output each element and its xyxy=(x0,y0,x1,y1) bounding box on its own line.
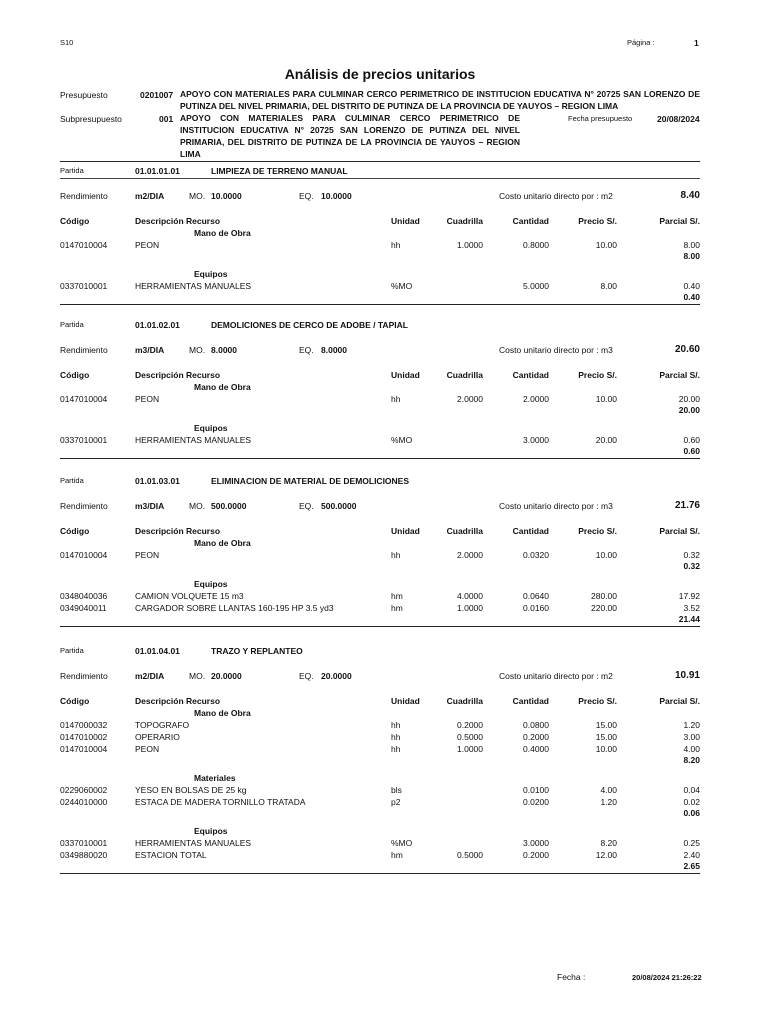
item-cantidad: 0.2000 xyxy=(523,732,549,742)
item-description: YESO EN BOLSAS DE 25 kg xyxy=(135,785,247,795)
col-header-cuadrilla: Cuadrilla xyxy=(446,216,483,226)
group-title: Equipos xyxy=(194,269,228,279)
item-code: 0349880020 xyxy=(60,850,108,860)
item-code: 0348040036 xyxy=(60,591,108,601)
fecha-presupuesto-label: Fecha presupuesto xyxy=(568,114,633,123)
col-header-cantidad: Cantidad xyxy=(512,216,549,226)
partida-name: DEMOLICIONES DE CERCO DE ADOBE / TAPIAL xyxy=(211,320,408,330)
costo-unitario-label: Costo unitario directo por : m2 xyxy=(499,191,613,201)
item-code: 0147010004 xyxy=(60,394,108,404)
col-header-codigo: Código xyxy=(60,216,90,226)
item-cuadrilla: 4.0000 xyxy=(457,591,483,601)
col-header-cantidad: Cantidad xyxy=(512,696,549,706)
partida-label: Partida xyxy=(60,646,84,655)
item-parcial: 3.00 xyxy=(683,732,700,742)
col-header-parcial: Parcial S/. xyxy=(659,696,700,706)
subpresupuesto-description: APOYO CON MATERIALES PARA CULMINAR CERCO PERIMETRICO DE INSTITUCION EDUCATIVA N° 20725 SAN LORENZO DE PUTINZA DEL NIVEL PRIMARIA, DEL DISTRITO DE PUTINZA DE LA PROVINCIA DE YAUYOS – REGION LIMA xyxy=(180,113,520,159)
item-precio: 220.00 xyxy=(591,603,617,613)
mo-value: 20.0000 xyxy=(211,671,242,681)
costo-unitario-label: Costo unitario directo por : m3 xyxy=(499,345,613,355)
col-header-descripcion: Descripción Recurso xyxy=(135,526,221,536)
item-unit: p2 xyxy=(391,797,401,807)
costo-unitario-value: 21.76 xyxy=(674,500,700,511)
rendimiento-label: Rendimiento xyxy=(60,345,108,355)
item-unit: %MO xyxy=(391,838,413,848)
item-description: CAMION VOLQUETE 15 m3 xyxy=(135,591,244,601)
eq-value: 8.0000 xyxy=(321,345,347,355)
col-header-precio: Precio S/. xyxy=(578,216,617,226)
item-precio: 1.20 xyxy=(600,797,617,807)
partida-code: 01.01.02.01 xyxy=(135,320,180,330)
item-cantidad: 0.0100 xyxy=(523,785,549,795)
group-subtotal: 0.32 xyxy=(683,561,700,571)
mo-value: 8.0000 xyxy=(211,345,237,355)
mo-label: MO. xyxy=(189,671,206,681)
item-precio: 8.00 xyxy=(600,281,617,291)
item-unit: hh xyxy=(391,394,401,404)
costo-unitario-value: 8.40 xyxy=(680,190,700,201)
item-cuadrilla: 1.0000 xyxy=(457,240,483,250)
footer-fecha-value: 20/08/2024 21:26:22 xyxy=(632,973,702,982)
col-header-codigo: Código xyxy=(60,526,90,536)
item-precio: 15.00 xyxy=(595,732,617,742)
item-unit: %MO xyxy=(391,281,413,291)
col-header-precio: Precio S/. xyxy=(578,370,617,380)
item-precio: 8.20 xyxy=(600,838,617,848)
item-parcial: 8.00 xyxy=(683,240,700,250)
item-cantidad: 0.0320 xyxy=(523,550,549,560)
item-cantidad: 2.0000 xyxy=(523,394,549,404)
partida-label: Partida xyxy=(60,320,84,329)
partida-code: 01.01.03.01 xyxy=(135,476,180,486)
group-subtotal: 0.60 xyxy=(683,446,700,456)
item-description: PEON xyxy=(135,240,160,250)
mo-value: 10.0000 xyxy=(211,191,242,201)
item-code: 0147010004 xyxy=(60,550,108,560)
item-description: PEON xyxy=(135,550,160,560)
mo-label: MO. xyxy=(189,501,206,511)
item-parcial: 0.32 xyxy=(683,550,700,560)
rendimiento-unit: m2/DIA xyxy=(135,671,165,681)
eq-value: 20.0000 xyxy=(321,671,352,681)
eq-value: 10.0000 xyxy=(321,191,352,201)
rendimiento-label: Rendimiento xyxy=(60,501,108,511)
item-parcial: 0.02 xyxy=(683,797,700,807)
rendimiento-unit: m2/DIA xyxy=(135,191,165,201)
partida-divider xyxy=(60,304,700,305)
partida-code: 01.01.04.01 xyxy=(135,646,180,656)
eq-value: 500.0000 xyxy=(321,501,357,511)
item-parcial: 0.40 xyxy=(683,281,700,291)
presupuesto-label: Presupuesto xyxy=(60,90,108,100)
item-unit: bls xyxy=(391,785,402,795)
group-subtotal: 8.00 xyxy=(683,251,700,261)
partida-name: LIMPIEZA DE TERRENO MANUAL xyxy=(211,166,348,176)
costo-unitario-label: Costo unitario directo por : m3 xyxy=(499,501,613,511)
item-precio: 12.00 xyxy=(595,850,617,860)
item-parcial: 1.20 xyxy=(683,720,700,730)
item-description: ESTACION TOTAL xyxy=(135,850,207,860)
rendimiento-label: Rendimiento xyxy=(60,671,108,681)
group-subtotal: 8.20 xyxy=(683,755,700,765)
col-header-parcial: Parcial S/. xyxy=(659,370,700,380)
col-header-unidad: Unidad xyxy=(391,696,420,706)
col-header-descripcion: Descripción Recurso xyxy=(135,216,221,226)
col-header-precio: Precio S/. xyxy=(578,696,617,706)
item-cantidad: 5.0000 xyxy=(523,281,549,291)
footer-fecha-label: Fecha : xyxy=(557,972,586,982)
presupuesto-description: APOYO CON MATERIALES PARA CULMINAR CERCO PERIMETRICO DE INSTITUCION EDUCATIVA N° 20725 SAN LORENZO DE PUTINZA DEL NIVEL PRIMARIA, DEL DISTRITO DE PUTINZA DE LA PROVINCIA DE YAUYOS – REGION LIMA xyxy=(180,89,700,111)
item-unit: hh xyxy=(391,720,401,730)
subpresupuesto-code: 001 xyxy=(159,114,174,124)
partida-name: TRAZO Y REPLANTEO xyxy=(211,646,303,656)
item-parcial: 2.40 xyxy=(683,850,700,860)
col-header-cantidad: Cantidad xyxy=(512,526,549,536)
item-precio: 20.00 xyxy=(595,435,617,445)
item-description: OPERARIO xyxy=(135,732,180,742)
partida-label: Partida xyxy=(60,476,84,485)
item-cuadrilla: 2.0000 xyxy=(457,550,483,560)
item-code: 0337010001 xyxy=(60,838,108,848)
col-header-unidad: Unidad xyxy=(391,216,420,226)
group-title: Equipos xyxy=(194,423,228,433)
rendimiento-unit: m3/DIA xyxy=(135,345,165,355)
item-code: 0147000032 xyxy=(60,720,108,730)
item-cantidad: 0.8000 xyxy=(523,240,549,250)
eq-label: EQ. xyxy=(299,191,314,201)
item-description: ESTACA DE MADERA TORNILLO TRATADA xyxy=(135,797,306,807)
partida-name: ELIMINACION DE MATERIAL DE DEMOLICIONES xyxy=(211,476,410,486)
partida-divider xyxy=(60,458,700,459)
col-header-descripcion: Descripción Recurso xyxy=(135,370,221,380)
item-unit: %MO xyxy=(391,435,413,445)
costo-unitario-label: Costo unitario directo por : m2 xyxy=(499,671,613,681)
item-precio: 10.00 xyxy=(595,744,617,754)
item-code: 0229060002 xyxy=(60,785,108,795)
col-header-descripcion: Descripción Recurso xyxy=(135,696,221,706)
item-unit: hh xyxy=(391,550,401,560)
group-title: Equipos xyxy=(194,826,228,836)
col-header-parcial: Parcial S/. xyxy=(659,526,700,536)
item-cantidad: 0.4000 xyxy=(523,744,549,754)
col-header-precio: Precio S/. xyxy=(578,526,617,536)
item-parcial: 0.60 xyxy=(683,435,700,445)
header-divider xyxy=(60,161,700,162)
col-header-unidad: Unidad xyxy=(391,526,420,536)
group-title: Mano de Obra xyxy=(194,382,251,392)
item-unit: hm xyxy=(391,603,403,613)
col-header-cuadrilla: Cuadrilla xyxy=(446,696,483,706)
page-number: 1 xyxy=(694,38,699,48)
col-header-cantidad: Cantidad xyxy=(512,370,549,380)
item-precio: 15.00 xyxy=(595,720,617,730)
item-parcial: 0.25 xyxy=(683,838,700,848)
item-code: 0147010004 xyxy=(60,240,108,250)
col-header-cuadrilla: Cuadrilla xyxy=(446,370,483,380)
group-subtotal: 21.44 xyxy=(678,614,700,624)
item-description: HERRAMIENTAS MANUALES xyxy=(135,435,252,445)
item-cantidad: 0.2000 xyxy=(523,850,549,860)
item-cuadrilla: 1.0000 xyxy=(457,603,483,613)
presupuesto-code: 0201007 xyxy=(140,90,174,100)
partida-divider xyxy=(60,626,700,627)
costo-unitario-value: 20.60 xyxy=(674,344,700,355)
col-header-codigo: Código xyxy=(60,696,90,706)
col-header-parcial: Parcial S/. xyxy=(659,216,700,226)
item-code: 0337010001 xyxy=(60,435,108,445)
group-subtotal: 2.65 xyxy=(683,861,700,871)
col-header-unidad: Unidad xyxy=(391,370,420,380)
eq-label: EQ. xyxy=(299,345,314,355)
subpresupuesto-label: Subpresupuesto xyxy=(60,114,122,124)
page-title: Análisis de precios unitarios xyxy=(284,66,476,82)
group-subtotal: 0.06 xyxy=(683,808,700,818)
group-title: Materiales xyxy=(194,773,236,783)
item-unit: hh xyxy=(391,744,401,754)
group-title: Equipos xyxy=(194,579,228,589)
group-subtotal: 20.00 xyxy=(678,405,700,415)
item-precio: 280.00 xyxy=(591,591,617,601)
item-unit: hm xyxy=(391,591,403,601)
group-title: Mano de Obra xyxy=(194,708,251,718)
item-cantidad: 3.0000 xyxy=(523,838,549,848)
item-precio: 10.00 xyxy=(595,550,617,560)
partida-code: 01.01.01.01 xyxy=(135,166,180,176)
item-precio: 4.00 xyxy=(600,785,617,795)
item-cuadrilla: 0.5000 xyxy=(457,850,483,860)
item-description: TOPOGRAFO xyxy=(135,720,190,730)
item-cuadrilla: 2.0000 xyxy=(457,394,483,404)
eq-label: EQ. xyxy=(299,501,314,511)
item-cuadrilla: 1.0000 xyxy=(457,744,483,754)
item-parcial: 20.00 xyxy=(678,394,700,404)
item-description: HERRAMIENTAS MANUALES xyxy=(135,838,252,848)
item-unit: hh xyxy=(391,240,401,250)
group-subtotal: 0.40 xyxy=(683,292,700,302)
item-parcial: 3.52 xyxy=(683,603,700,613)
item-parcial: 0.04 xyxy=(683,785,700,795)
page-label: Página : xyxy=(627,38,655,47)
item-description: CARGADOR SOBRE LLANTAS 160-195 HP 3.5 yd3 xyxy=(135,603,334,613)
item-code: 0147010004 xyxy=(60,744,108,754)
item-code: 0147010002 xyxy=(60,732,108,742)
item-description: PEON xyxy=(135,744,160,754)
partida-divider xyxy=(60,873,700,874)
col-header-cuadrilla: Cuadrilla xyxy=(446,526,483,536)
item-parcial: 4.00 xyxy=(683,744,700,754)
mo-value: 500.0000 xyxy=(211,501,247,511)
item-cantidad: 0.0200 xyxy=(523,797,549,807)
col-header-codigo: Código xyxy=(60,370,90,380)
report-code: S10 xyxy=(60,38,74,47)
item-unit: hm xyxy=(391,850,403,860)
item-cantidad: 3.0000 xyxy=(523,435,549,445)
item-precio: 10.00 xyxy=(595,394,617,404)
fecha-presupuesto: 20/08/2024 xyxy=(657,114,700,124)
item-precio: 10.00 xyxy=(595,240,617,250)
item-unit: hh xyxy=(391,732,401,742)
item-cuadrilla: 0.5000 xyxy=(457,732,483,742)
mo-label: MO. xyxy=(189,191,206,201)
rendimiento-label: Rendimiento xyxy=(60,191,108,201)
item-cantidad: 0.0640 xyxy=(523,591,549,601)
item-code: 0337010001 xyxy=(60,281,108,291)
item-description: HERRAMIENTAS MANUALES xyxy=(135,281,252,291)
partida-divider xyxy=(60,178,700,179)
costo-unitario-value: 10.91 xyxy=(674,670,700,681)
item-description: PEON xyxy=(135,394,160,404)
partida-label: Partida xyxy=(60,166,84,175)
group-title: Mano de Obra xyxy=(194,538,251,548)
item-cuadrilla: 0.2000 xyxy=(457,720,483,730)
item-code: 0349040011 xyxy=(60,603,107,613)
group-title: Mano de Obra xyxy=(194,228,251,238)
item-code: 0244010000 xyxy=(60,797,108,807)
item-parcial: 17.92 xyxy=(678,591,700,601)
eq-label: EQ. xyxy=(299,671,314,681)
item-cantidad: 0.0800 xyxy=(523,720,549,730)
item-cantidad: 0.0160 xyxy=(523,603,549,613)
rendimiento-unit: m3/DIA xyxy=(135,501,165,511)
mo-label: MO. xyxy=(189,345,206,355)
